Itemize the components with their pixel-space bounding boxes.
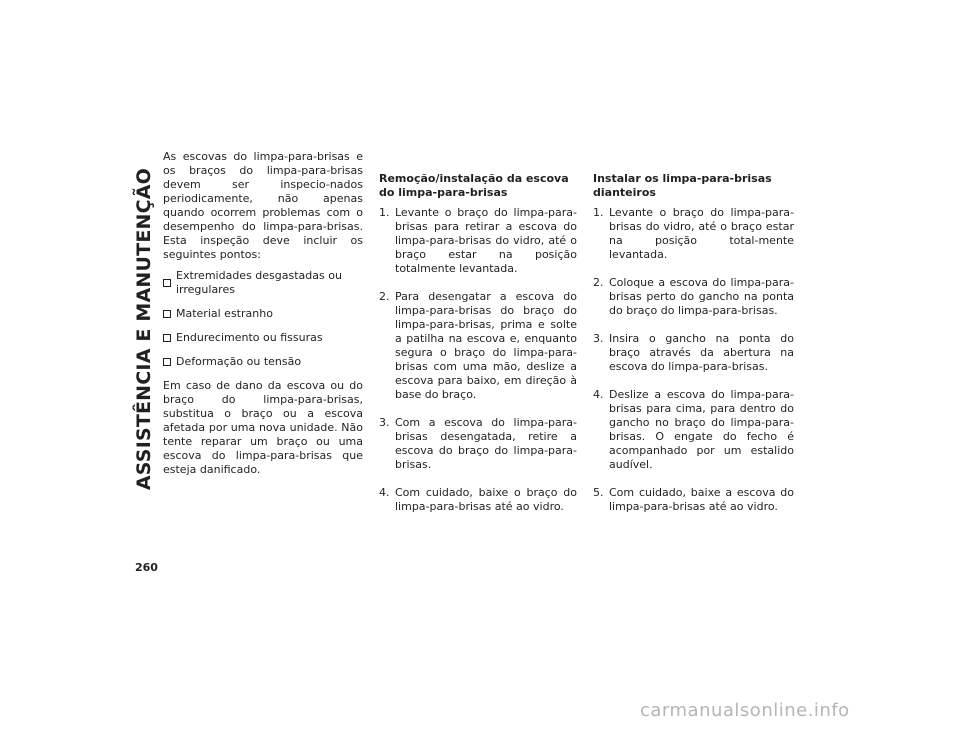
steps-list [379, 206, 577, 514]
damage-paragraph: Em caso de dano da escova ou do braço do limpa-para-brisas, substitua o braço ou a escova afetada por uma nova unidade. Não tente reparar um braço ou uma escova do limpa-para-brisas que esteja danificado. [163, 379, 363, 476]
list-item [163, 269, 363, 297]
column-2 [379, 172, 577, 528]
list-item-text: Extremidades desgastadas ou irregulares [176, 269, 342, 296]
step-number: 2. [593, 276, 604, 289]
steps-list [593, 206, 794, 514]
step-item [593, 332, 794, 374]
step-text: Com cuidado, baixe o braço do limpa-para-brisas até ao vidro. [395, 486, 577, 513]
list-item [163, 331, 363, 345]
section-tab: ASSISTÊNCIA E MANUTENÇÃO [133, 168, 155, 491]
list-item-text: Material estranho [176, 307, 273, 320]
list-item-text: Endurecimento ou fissuras [176, 331, 323, 344]
step-text: Deslize a escova do limpa-para-brisas para cima, para dentro do gancho no braço do limpa-para-brisas. O engate do fecho é acompanhado por um estalido audível. [609, 388, 794, 471]
step-number: 1. [379, 206, 390, 219]
step-text: Levante o braço do limpa-para-brisas para retirar a escova do limpa-para-brisas do vidro, até o braço estar na posição totalmente levantada. [395, 206, 577, 275]
list-item-text: Deformação ou tensão [176, 355, 302, 368]
step-item [593, 388, 794, 472]
step-number: 2. [379, 290, 390, 303]
checkbox-bullet-icon [163, 279, 171, 287]
column-1 [163, 150, 363, 484]
step-item [593, 276, 794, 318]
checkbox-bullet-icon [163, 334, 171, 342]
checkbox-bullet-icon [163, 310, 171, 318]
step-text: Com cuidado, baixe a escova do limpa-para-brisas até ao vidro. [609, 486, 794, 513]
watermark: carmanualsonline.info [640, 700, 850, 721]
step-item [593, 486, 794, 514]
step-number: 3. [379, 416, 390, 429]
list-item [163, 307, 363, 321]
step-number: 1. [593, 206, 604, 219]
checkbox-bullet-icon [163, 358, 171, 366]
step-item [379, 486, 577, 514]
step-number: 4. [593, 388, 604, 401]
step-item [593, 206, 794, 262]
step-number: 3. [593, 332, 604, 345]
column-3 [593, 172, 794, 528]
section-heading: Instalar os limpa-para-brisas dianteiros [593, 172, 772, 199]
step-number: 5. [593, 486, 604, 499]
section-heading: Remoção/instalação da escova do limpa-para-brisas [379, 172, 569, 199]
page-number: 260 [135, 561, 158, 574]
list-item [163, 355, 363, 369]
step-text: Com a escova do limpa-para-brisas desengatada, retire a escova do braço do limpa-para-brisas. [395, 416, 577, 471]
inspection-list [163, 269, 363, 369]
step-number: 4. [379, 486, 390, 499]
step-text: Para desengatar a escova do limpa-para-brisas do braço do limpa-para-brisas, prima e solte a patilha na escova e, enquanto segura o braço do limpa-para-brisas com uma mão, deslize a escova para baixo, em direção à base do braço. [395, 290, 577, 401]
intro-paragraph: As escovas do limpa-para-brisas e os braços do limpa-para-brisas devem ser inspecio-nados periodicamente, não apenas quando ocorrem problemas com o desempenho do limpa-para-brisas. Esta inspeção deve incluir os seguintes pontos: [163, 150, 363, 261]
step-item [379, 416, 577, 472]
step-text: Levante o braço do limpa-para-brisas do vidro, até o braço estar na posição total-mente levantada. [609, 206, 794, 261]
step-item [379, 206, 577, 276]
step-text: Insira o gancho na ponta do braço através da abertura na escova do limpa-para-brisas. [609, 332, 794, 373]
step-text: Coloque a escova do limpa-para-brisas perto do gancho na ponta do braço do limpa-para-brisas. [609, 276, 794, 317]
step-item [379, 290, 577, 402]
